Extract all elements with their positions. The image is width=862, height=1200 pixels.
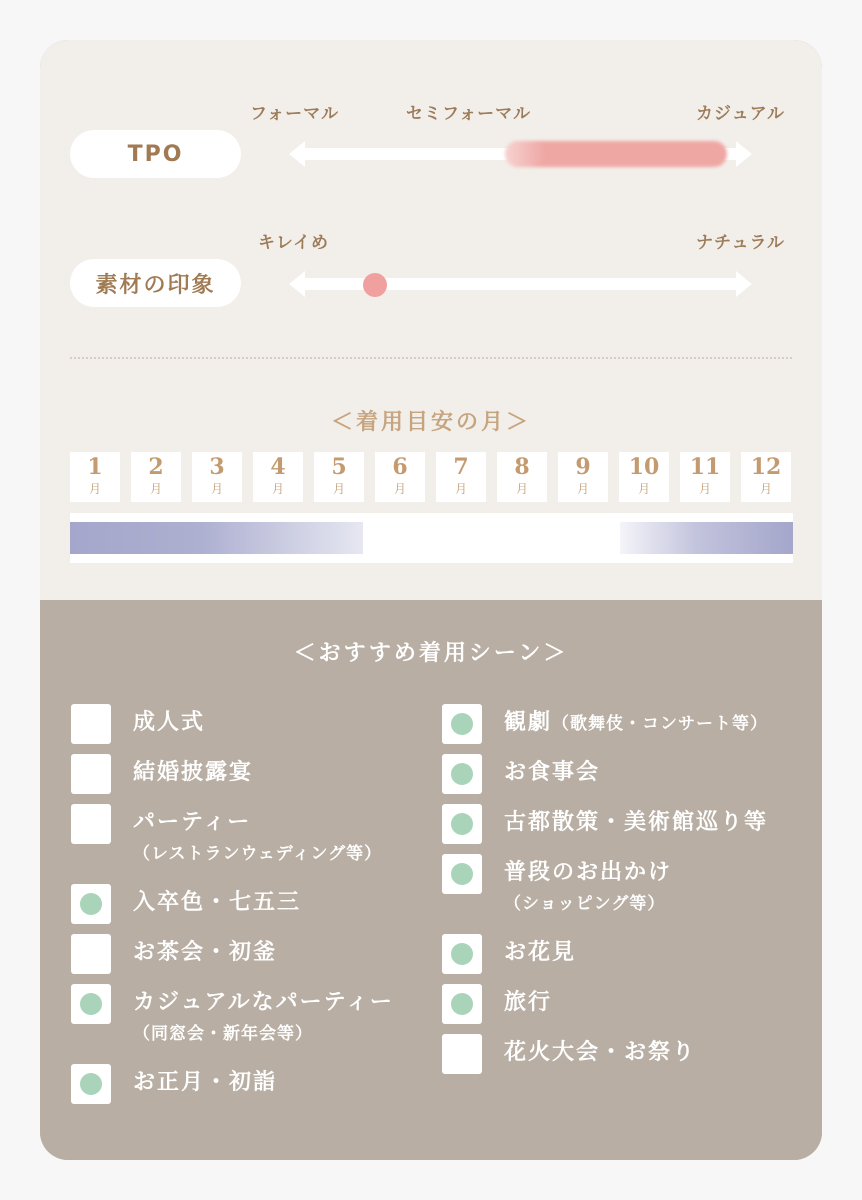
scene-label: 結婚披露宴 [133, 760, 254, 785]
scene-label: 旅行 [504, 990, 553, 1015]
arrow-right-icon [736, 141, 752, 167]
month-5: 5 月 [314, 452, 364, 502]
scene-checkbox [71, 934, 111, 974]
month-1: 1 月 [70, 452, 120, 502]
scene-sublabel: （ショッピング等） [504, 894, 666, 914]
month-9: 9 月 [558, 452, 608, 502]
month-4: 4 月 [253, 452, 303, 502]
month-12: 12 月 [741, 452, 791, 502]
material-scale-arrow [289, 264, 752, 304]
month-10: 10 月 [619, 452, 669, 502]
scene-label: お茶会・初釜 [133, 940, 278, 965]
scene-checkbox-checked [442, 854, 482, 894]
arrow-right-icon [736, 271, 752, 297]
month-2: 2 月 [131, 452, 181, 502]
scene-label: パーティー [133, 810, 252, 835]
scene-checkbox [71, 804, 111, 844]
section-divider [70, 357, 792, 359]
scene-label: お正月・初詣 [133, 1070, 278, 1095]
month-11: 11 月 [680, 452, 730, 502]
scene-label: 花火大会・お祭り [504, 1040, 697, 1065]
scene-checkbox-checked [442, 984, 482, 1024]
tpo-label-formal: フォーマル [250, 104, 340, 124]
kimono-guide-card [40, 40, 822, 1160]
scene-checkbox-checked [442, 804, 482, 844]
scenes-title: ＜おすすめ着用シーン＞ [293, 641, 569, 666]
scene-checkbox-checked [442, 704, 482, 744]
month-8: 8 月 [497, 452, 547, 502]
scene-label: 古都散策・美術館巡り等 [504, 810, 769, 835]
month-7: 7 月 [436, 452, 486, 502]
tpo-label-casual: カジュアル [696, 104, 785, 124]
scene-checkbox-checked [71, 1064, 111, 1104]
scene-sublabel: （同窓会・新年会等） [133, 1024, 313, 1044]
material-level-dot [363, 273, 387, 297]
scene-label: お花見 [504, 940, 577, 965]
months-title: ＜着用目安の月＞ [330, 410, 531, 435]
scene-checkbox-checked [71, 984, 111, 1024]
scene-checkbox-checked [71, 884, 111, 924]
tpo-badge: TPO [70, 130, 241, 178]
scene-checkbox [442, 1034, 482, 1074]
scene-label: 観劇（歌舞伎・コンサート等） [504, 710, 769, 735]
scene-checkbox-checked [442, 754, 482, 794]
month-3: 3 月 [192, 452, 242, 502]
wear-period-bar-jan-may [70, 522, 363, 554]
scene-label: カジュアルなパーティー [133, 990, 394, 1015]
scene-label-note: （歌舞伎・コンサート等） [552, 714, 769, 734]
material-label-kireime: キレイめ [258, 233, 329, 253]
scene-checkbox-checked [442, 934, 482, 974]
arrow-left-icon [289, 271, 305, 297]
wear-period-bar-oct-dec [620, 522, 793, 554]
tpo-label-semiformal: セミフォーマル [406, 104, 532, 124]
tpo-range-indicator [505, 141, 727, 167]
material-label-natural: ナチュラル [696, 233, 785, 253]
material-badge: 素材の印象 [70, 259, 241, 307]
month-header-row [70, 452, 793, 502]
scene-label: お食事会 [504, 760, 601, 785]
scene-checkbox [71, 754, 111, 794]
arrow-left-icon [289, 141, 305, 167]
wear-period-strip [70, 513, 793, 563]
scene-label: 成人式 [133, 710, 206, 735]
scene-label: 普段のお出かけ [504, 860, 673, 885]
scene-label: 入卒色・七五三 [133, 890, 302, 915]
attributes-panel [40, 40, 822, 600]
month-6: 6 月 [375, 452, 425, 502]
scene-checkbox [71, 704, 111, 744]
scene-sublabel: （レストランウェディング等） [133, 844, 383, 864]
